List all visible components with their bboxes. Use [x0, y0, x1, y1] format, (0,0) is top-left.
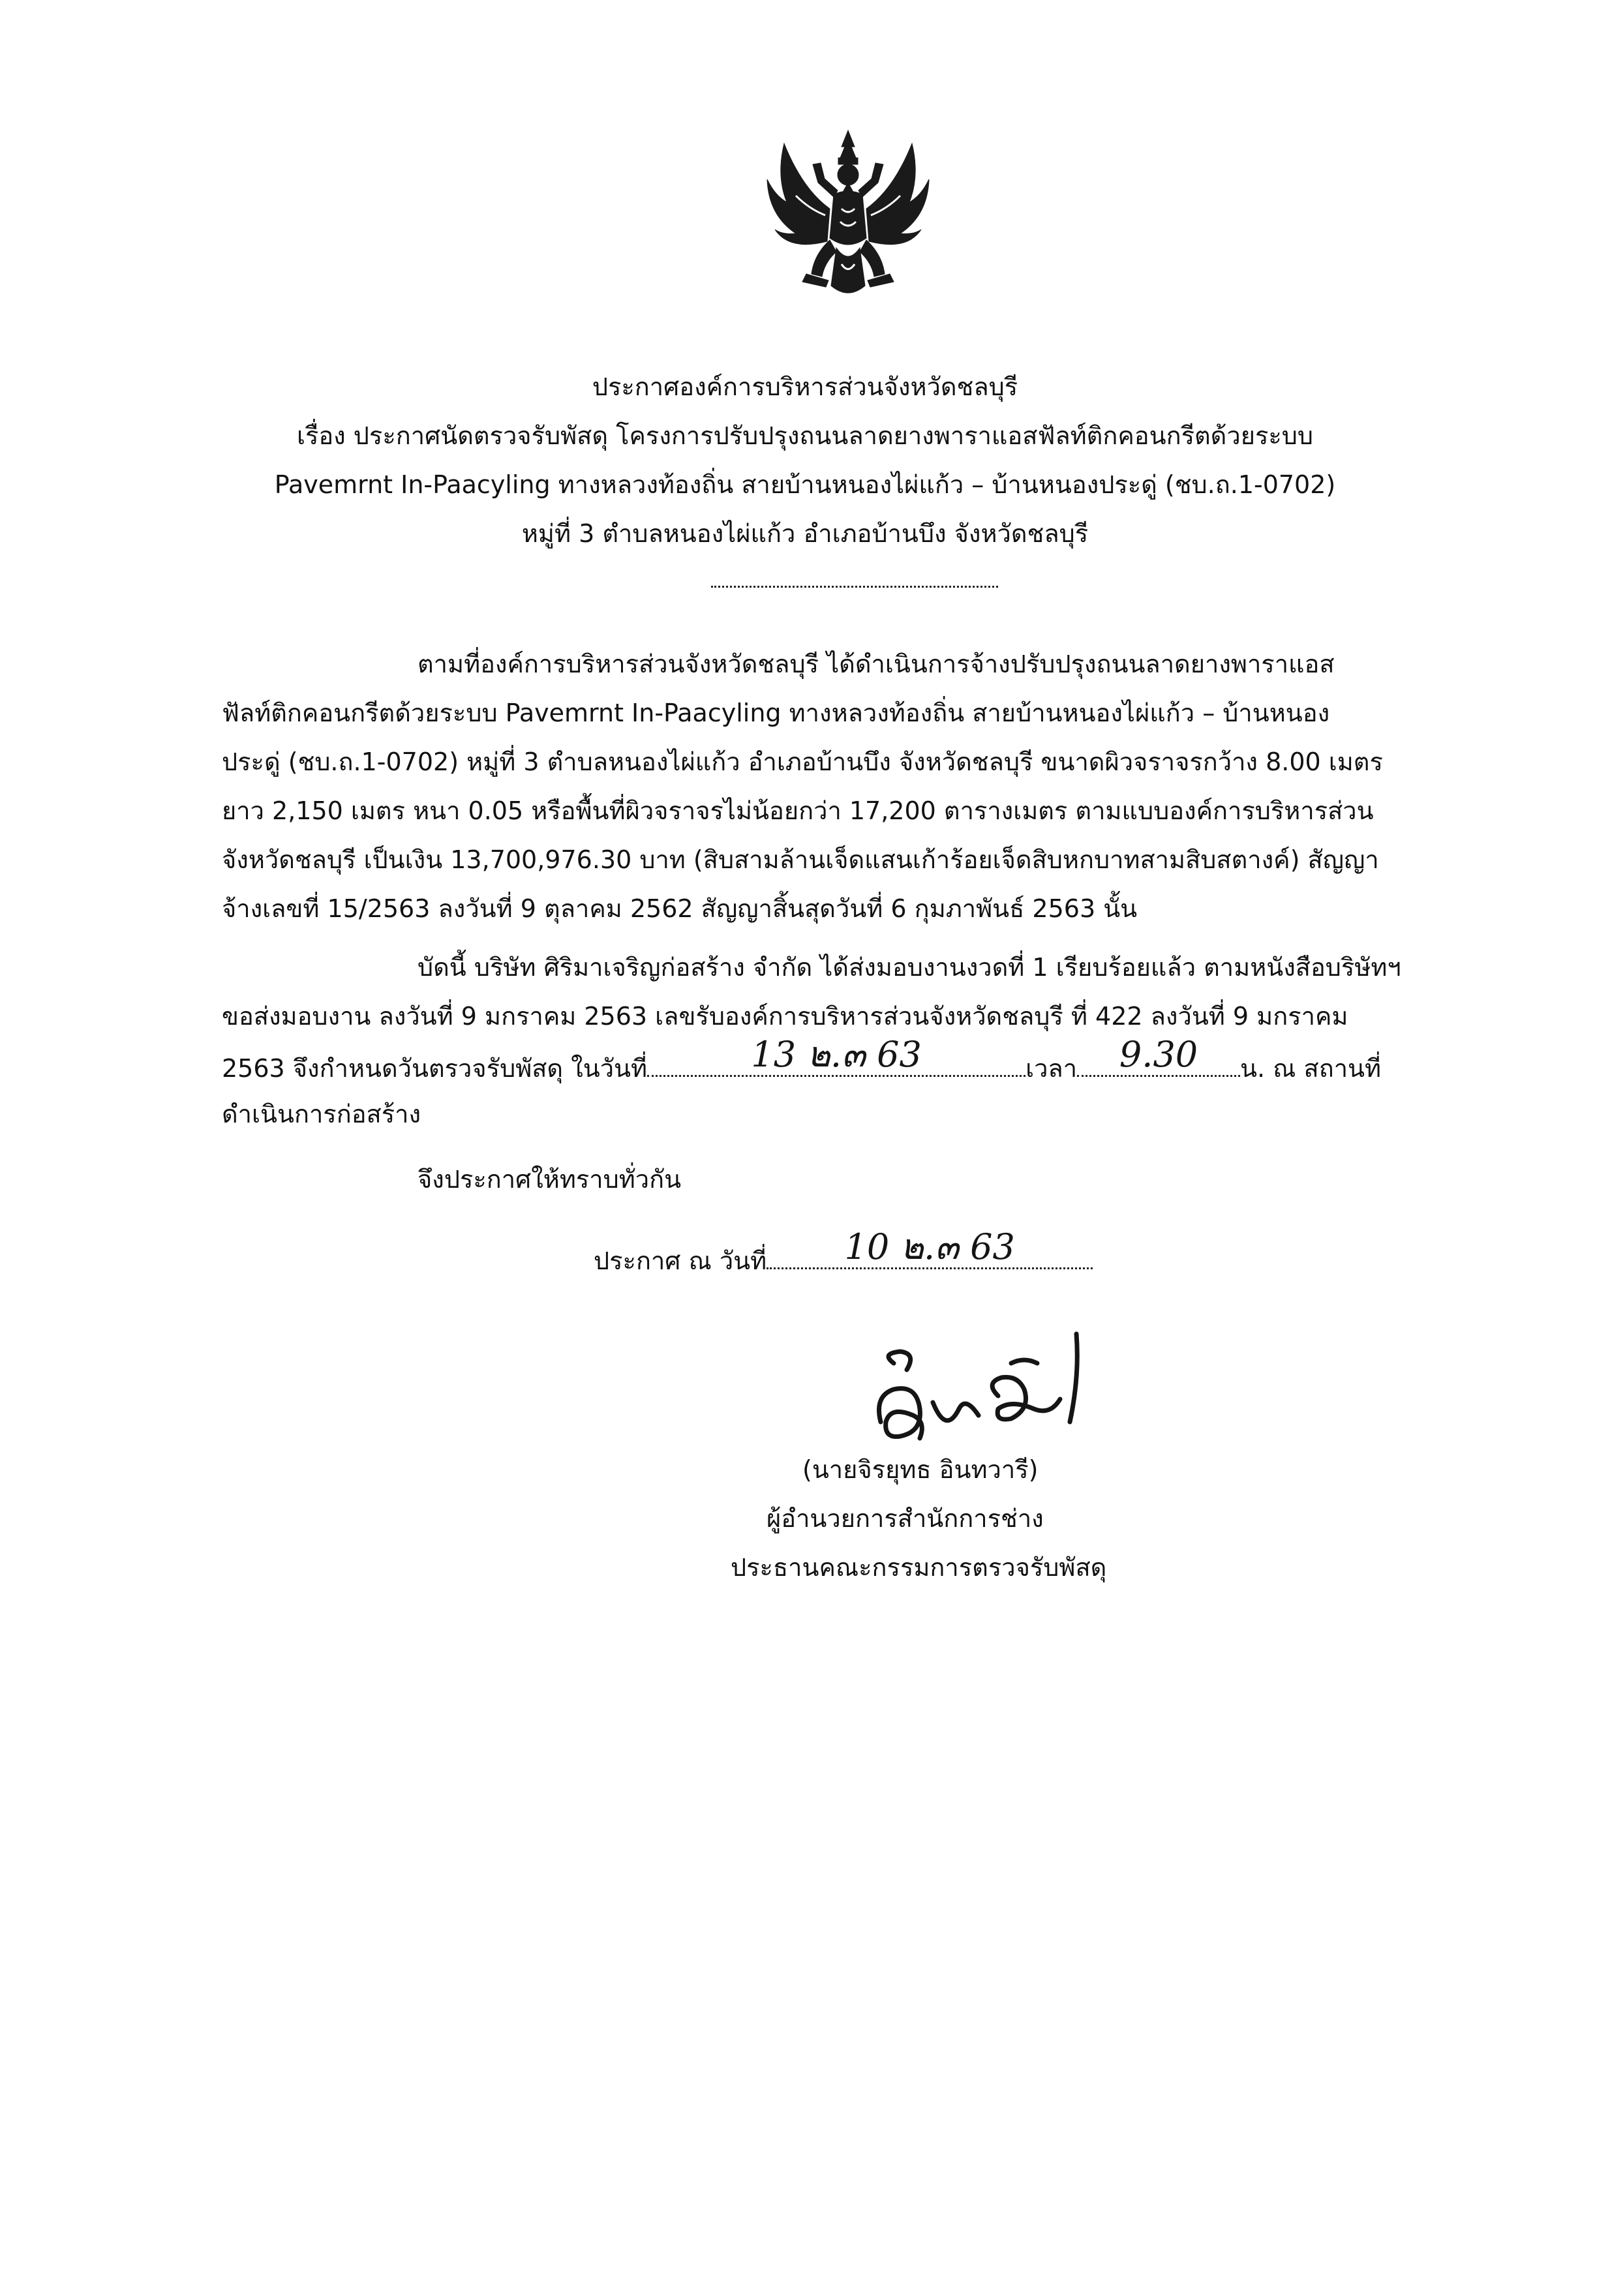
- para1-line-6: จ้างเลขที่ 15/2563 ลงวันที่ 9 ตุลาคม 2562 สัญญาสิ้นสุดวันที่ 6 กุมภาพันธ์ 2563 นั้น: [222, 894, 1138, 923]
- signatory-position: ผู้อำนวยการสำนักการช่าง: [767, 1504, 1044, 1533]
- subject-line-2: Pavemrnt In-Paacyling ทางหลวงท้องถิ่น สายบ้านหนองไผ่แก้ว – บ้านหนองประดู่ (ชบ.ถ.1-0702): [274, 470, 1336, 499]
- para2-line-2: ขอส่งมอบงาน ลงวันที่ 9 มกราคม 2563 เลขรับองค์การบริหารส่วนจังหวัดชลบุรี ที่ 422 ลงวันที่ 9 มกราคม: [222, 1002, 1348, 1031]
- para1-line-3: ประดู่ (ชบ.ถ.1-0702) หมู่ที่ 3 ตำบลหนองไผ่แก้ว อำเภอบ้านบึง จังหวัดชลบุรี ขนาดผิวจราจรกว้าง 8.00 เมตร: [222, 748, 1383, 776]
- para1-line-1: ตามที่องค์การบริหารส่วนจังหวัดชลบุรี ได้ดำเนินการจ้างปรับปรุงถนนลาดยางพาราแอส: [418, 650, 1335, 678]
- para2-line-1: บัดนี้ บริษัท ศิริมาเจริญก่อสร้าง จำกัด ได้ส่งมอบงานงวดที่ 1 เรียบร้อยแล้ว ตามหนังสือบริษัทฯ: [418, 953, 1401, 982]
- inspection-time-handwritten: 9.30: [1119, 1034, 1198, 1075]
- announce-closing: จึงประกาศให้ทราบทั่วกัน: [418, 1165, 682, 1194]
- signatory-name: (นายจิรยุทธ อินทวารี): [802, 1455, 1039, 1484]
- subject-line-3: หมู่ที่ 3 ตำบลหนองไผ่แก้ว อำเภอบ้านบึง จังหวัดชลบุรี: [521, 519, 1089, 548]
- inspection-date-field: [647, 1034, 1025, 1077]
- para2-line-4: ดำเนินการก่อสร้าง: [222, 1100, 421, 1128]
- para1-line-5: จังหวัดชลบุรี เป็นเงิน 13,700,976.30 บาท (สิบสามล้านเจ็ดแสนเก้าร้อยเจ็ดสิบหกบาทสามสิบสตางค์) สัญญา: [222, 845, 1379, 874]
- inspection-place-label: น. ณ สถานที่: [1240, 1054, 1382, 1083]
- inspection-date-label: 2563 จึงกำหนดวันตรวจรับพัสดุ ในวันที่: [222, 1054, 648, 1083]
- para2-line-3: [222, 1034, 1382, 1085]
- announcement-title: ประกาศองค์การบริหารส่วนจังหวัดชลบุรี: [592, 372, 1018, 401]
- para1-line-4: ยาว 2,150 เมตร หนา 0.05 หรือพื้นที่ผิวจราจรไม่น้อยกว่า 17,200 ตารางเมตร ตามแบบองค์การบริหารส่วน: [222, 796, 1374, 825]
- signatory-role: ประธานคณะกรรมการตรวจรับพัสดุ: [731, 1553, 1107, 1582]
- inspection-time-label: เวลา: [1025, 1054, 1078, 1083]
- announce-date-handwritten: 10 ๒.๓ 63: [844, 1226, 1015, 1267]
- inspection-time-field: [1077, 1034, 1240, 1077]
- announce-date-label: ประกาศ ณ วันที่: [594, 1246, 767, 1275]
- dotted-separator: [711, 586, 998, 588]
- inspection-date-handwritten: 13 ๒.๓ 63: [751, 1034, 922, 1075]
- announce-date-field: [767, 1226, 1093, 1269]
- garuda-emblem-icon: [750, 117, 946, 313]
- subject-line-1: เรื่อง ประกาศนัดตรวจรับพัสดุ โครงการปรับปรุงถนนลาดยางพาราแอสฟัลท์ติกคอนกรีตด้วยระบบ: [296, 421, 1314, 450]
- announce-date-line: [594, 1226, 1093, 1277]
- para1-line-2: ฟัลท์ติกคอนกรีตด้วยระบบ Pavemrnt In-Paacyling ทางหลวงท้องถิ่น สายบ้านหนองไผ่แก้ว – บ้านหนอง: [222, 699, 1330, 727]
